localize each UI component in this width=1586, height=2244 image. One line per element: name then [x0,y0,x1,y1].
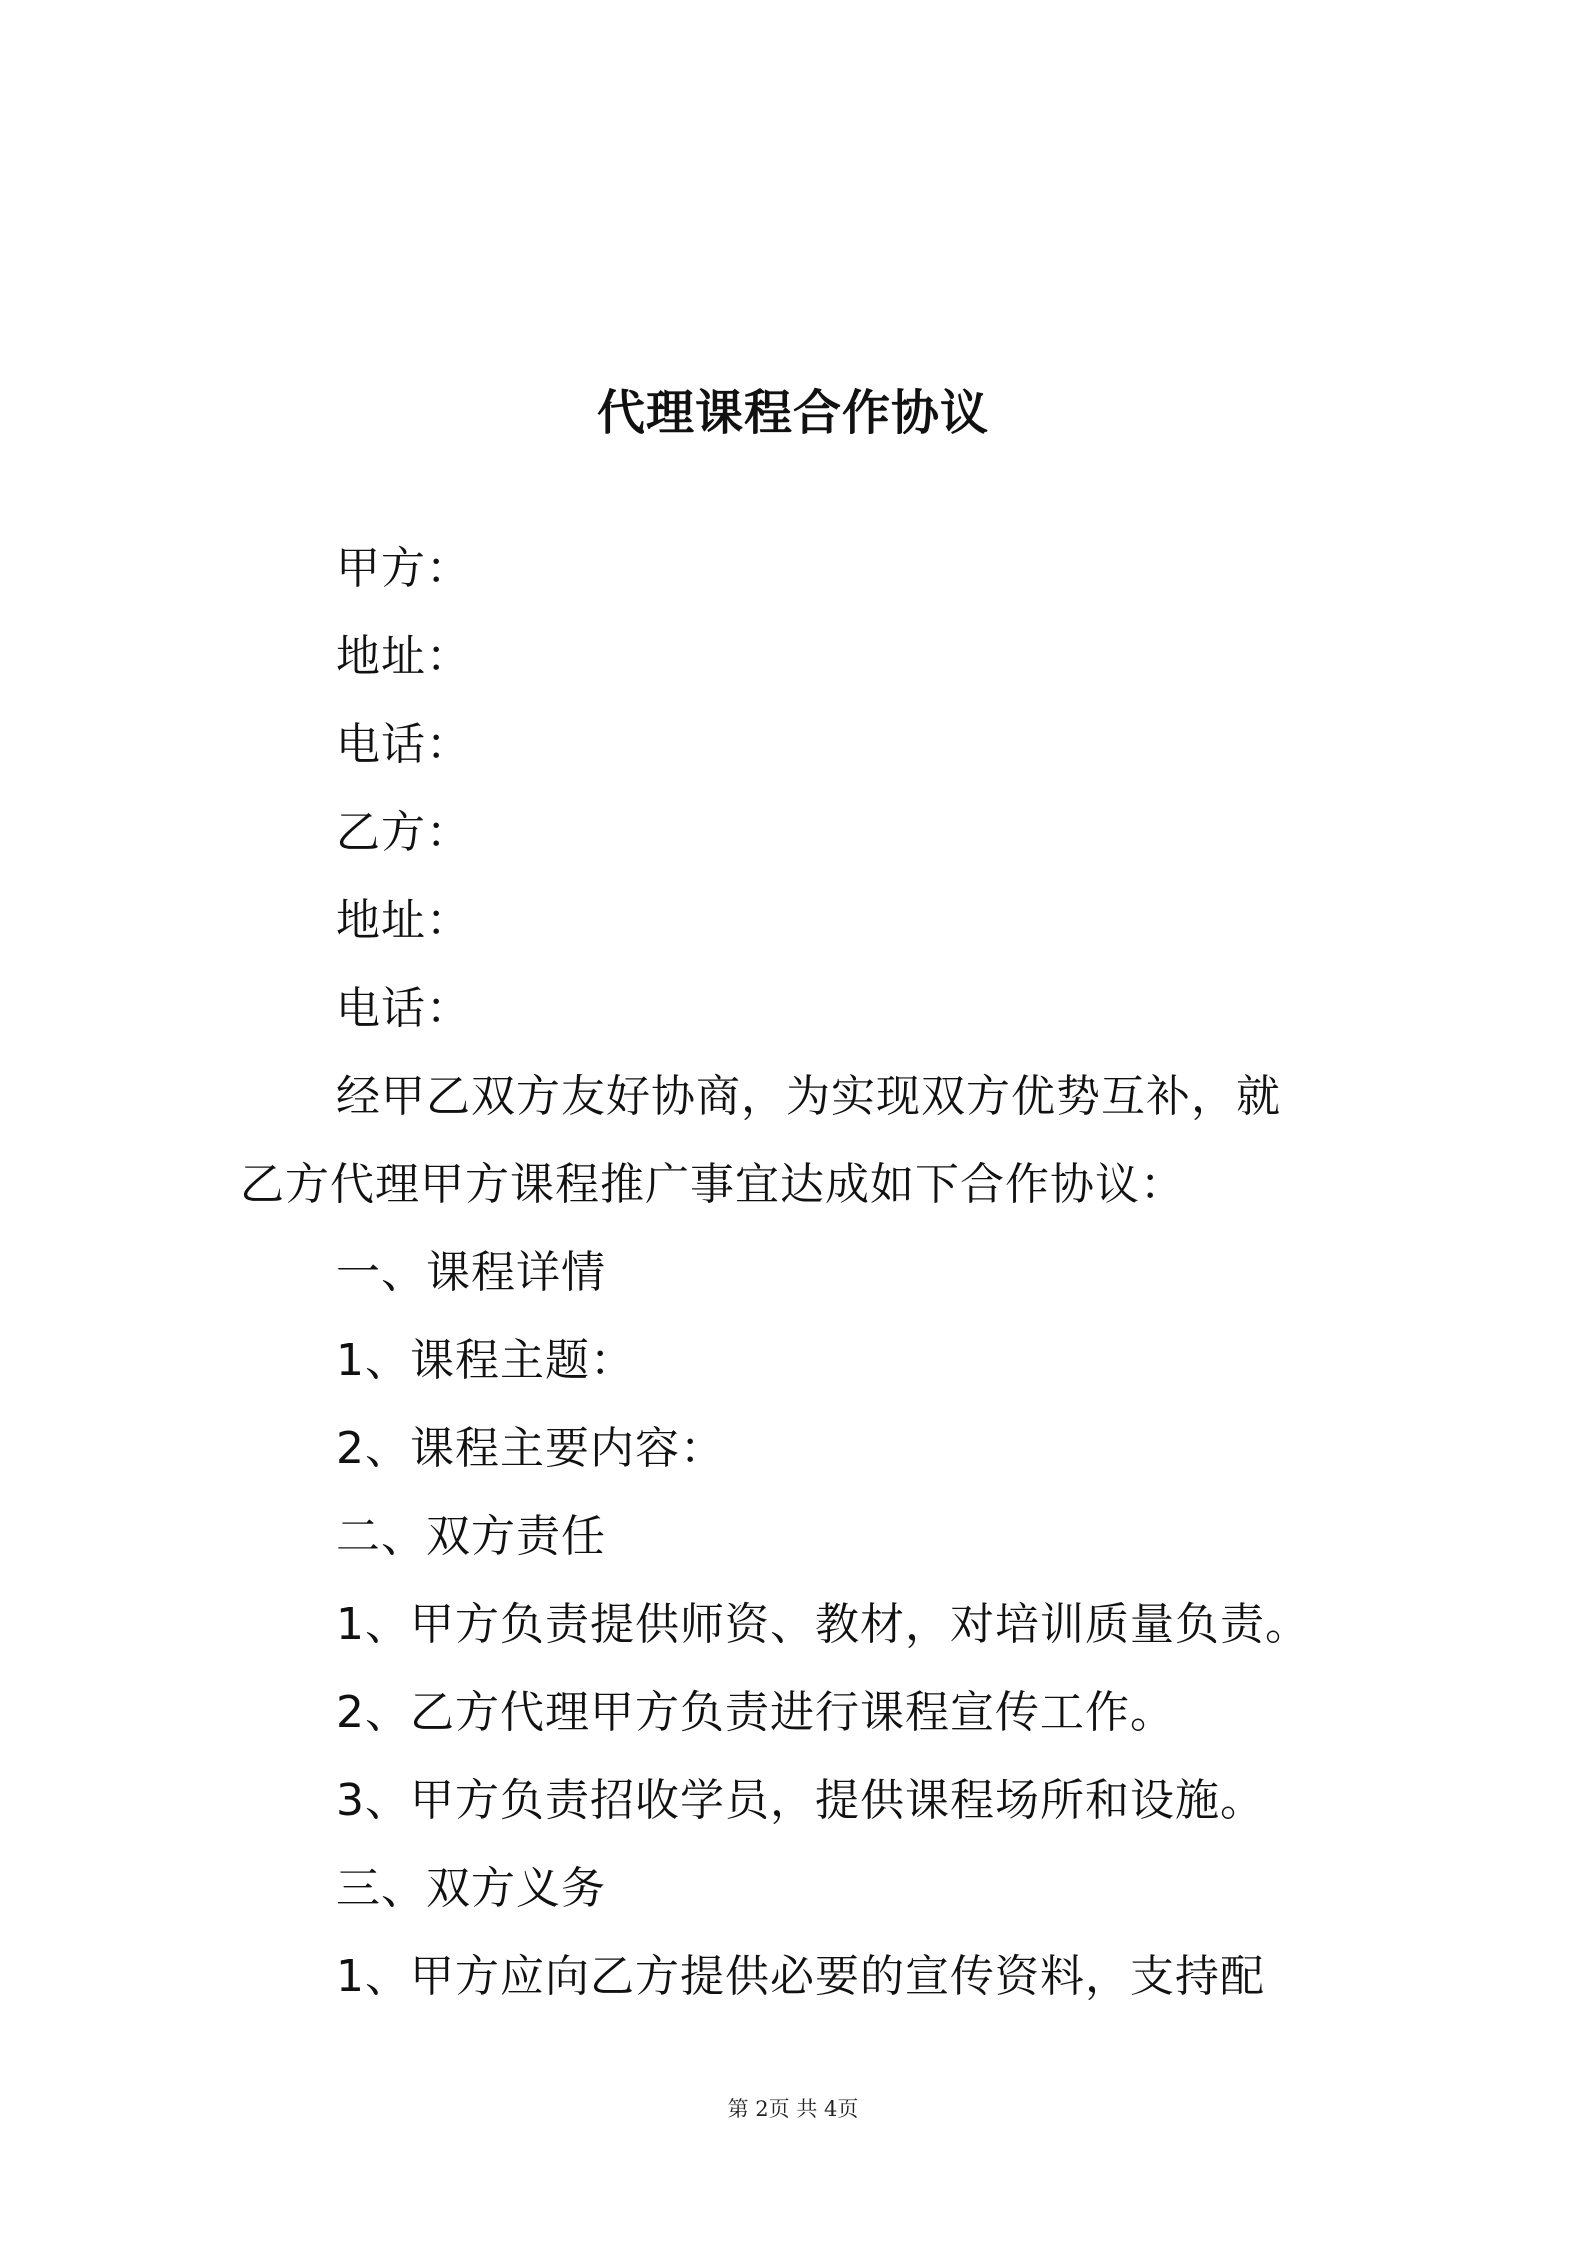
party-a-phone-line: 电话： [336,719,471,770]
responsibility-item-1: 1、甲方负责提供师资、教材，对培训质量负责。 [336,1599,1310,1650]
intro-paragraph-line-1: 经甲乙双方友好协商，为实现双方优势互补，就 [336,1071,1281,1122]
party-a-line: 甲方： [336,543,471,594]
section-heading-responsibilities: 二、双方责任 [336,1511,606,1562]
section-heading-obligations: 三、双方义务 [336,1863,606,1914]
party-b-line: 乙方： [336,807,471,858]
responsibility-item-3: 3、甲方负责招收学员，提供课程场所和设施。 [336,1775,1265,1826]
intro-paragraph-line-2: 乙方代理甲方课程推广事宜达成如下合作协议： [240,1159,1185,1210]
course-topic-line: 1、课程主题： [336,1335,635,1386]
document-body [240,525,1360,2021]
party-b-address-line: 地址： [336,895,471,946]
responsibility-item-2: 2、乙方代理甲方负责进行课程宣传工作。 [336,1687,1175,1738]
section-heading-course-details: 一、课程详情 [336,1247,606,1298]
obligation-item-1: 1、甲方应向乙方提供必要的宣传资料，支持配 [336,1951,1265,2002]
course-content-line: 2、课程主要内容： [336,1423,725,1474]
party-a-address-line: 地址： [336,631,471,682]
party-b-phone-line: 电话： [336,983,471,1034]
document-title: 代理课程合作协议 [596,385,989,441]
page-number-footer: 第 2页 共 4页 [727,2097,859,2121]
